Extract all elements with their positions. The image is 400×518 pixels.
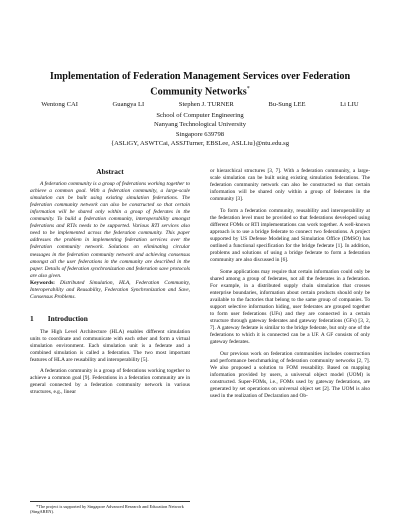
- author-name: Li LIU: [340, 101, 359, 108]
- body-paragraph: Our previous work on federation communities includes construction and performance benchmarking of federation community networks [2, 7]. We also proposed a solution to FOM reusability. Based on mapping information provided by users, a universal object model (UOM) is constructed. Super-FOMs, i.e., FOMs used by gateway federations, are generated by set operations on universal object set [2]. The UOM is also used in the realization of Declaration and Ob-: [210, 350, 370, 399]
- section-title: Introduction: [47, 313, 88, 323]
- introduction-section: [30, 329, 190, 396]
- abstract-section: [30, 181, 190, 280]
- body-paragraph: To form a federation community, reusability and interoperability at the federation level must be provided so that federations developed using different FOMs or RTI implementations can work together. A well-known approach is to use a bridge federate to connect two federations. A project supported by US Defense Modeling and Simulation Office (DMSO) has outlined a functional specification for the bridge federate [1]. In addition, problems and solutions of using a bridge federate to form a federation community are also discussed in [6].: [210, 207, 370, 264]
- footnote: [30, 501, 190, 515]
- affiliation-block: [60, 111, 340, 149]
- keywords-text: Distributed Simulation, HLA, Federation Community, Interoperability and Reusability, Federation Synchronization and Save, Consensus Problems.: [30, 279, 190, 300]
- footnote-text: *The project is supported by Singapore Advanced Research and Education Network (SingAREN).: [30, 504, 184, 515]
- author-emails: {ASLiGY, ASWTCai, ASSJTurner, EBSLee, ASLLiu}@ntu.edu.sg: [110, 140, 290, 148]
- title-footnote-mark: *: [246, 86, 250, 92]
- affiliation-school: School of Computer Engineering: [156, 112, 244, 119]
- keywords-label: Keywords:: [30, 279, 55, 286]
- paper-title: [30, 70, 370, 98]
- abstract-heading: Abstract: [96, 167, 124, 176]
- author-name: Guangya LI: [112, 101, 145, 108]
- keywords-line: [30, 280, 190, 301]
- intro-paragraph: A federation community is a group of federations working together to achieve a common goal [9]. Federations in a federation community are in general connected by a federation community network in various structures, e.g., linear: [30, 368, 190, 396]
- author-list: [24, 101, 376, 108]
- intro-paragraph: The High Level Architecture (HLA) enables different simulation units to coordinate and communicate with each other and form a virtual simulation environment. Each simulation unit is a federate and a combined simulation is called a federation. The two most important features of HLA are reusability and interoperability [5].: [30, 328, 190, 364]
- author-name: Bu-Sung LEE: [268, 101, 306, 108]
- affiliation-university: Nanyang Technological University: [153, 121, 247, 129]
- author-name: Stephen J. TURNER: [178, 101, 234, 108]
- right-column: [210, 168, 370, 404]
- author-name: Wentong CAI: [41, 101, 78, 108]
- section-heading: [30, 315, 190, 322]
- abstract-text: A federation community is a group of federations working together to achieve a common goal. With a federation community, a large-scale simulation can be built using existing simulation federations. The federation community network can also be constructed so that certain information will be shared only within a group of federates in the community. To build a federation community, interoperability amongst federations and RTIs needs to be supported. Various RTI services also need to be implemented across the federation community. This paper addresses the problem in implementing federation services over the federation community network. Solutions on eliminating circular messages in the federation community network and achieving consensus amongst all the user federations in the community are described in the paper. Details of federation synchronization and federation save protocols are also given.: [30, 181, 190, 279]
- left-column: [30, 168, 190, 400]
- body-paragraph: or hierarchical structures [3, 7]. With a federation community, a large-scale simulation can be built using existing simulation federations. The federation community network can also be constructed so that certain information will be shared only within a group of federates in the community [3].: [210, 168, 370, 203]
- body-paragraph: Some applications may require that certain information could only be shared among a group of federates, not all the federates in a federation. For example, in a distributed supply chain simulation that crosses enterprise boundaries, information about certain products should only be available to the factories that belong to the same group of companies. To support selective information hiding, user federates are grouped together to form user federations (UFs) and they are connected in a certain structure through gateway federates and gateway federations (GFs) [3, 2, 7]. A gateway federate is similar to the bridge federate, but only one of the federations to which it is connected can be a UF. A GF consists of only gateway federates.: [210, 268, 370, 346]
- affiliation-city: Singapore 639798: [175, 130, 225, 138]
- section-number: 1: [30, 313, 34, 323]
- title-text: Implementation of Federation Management Services over Federation Community Networks: [49, 71, 351, 98]
